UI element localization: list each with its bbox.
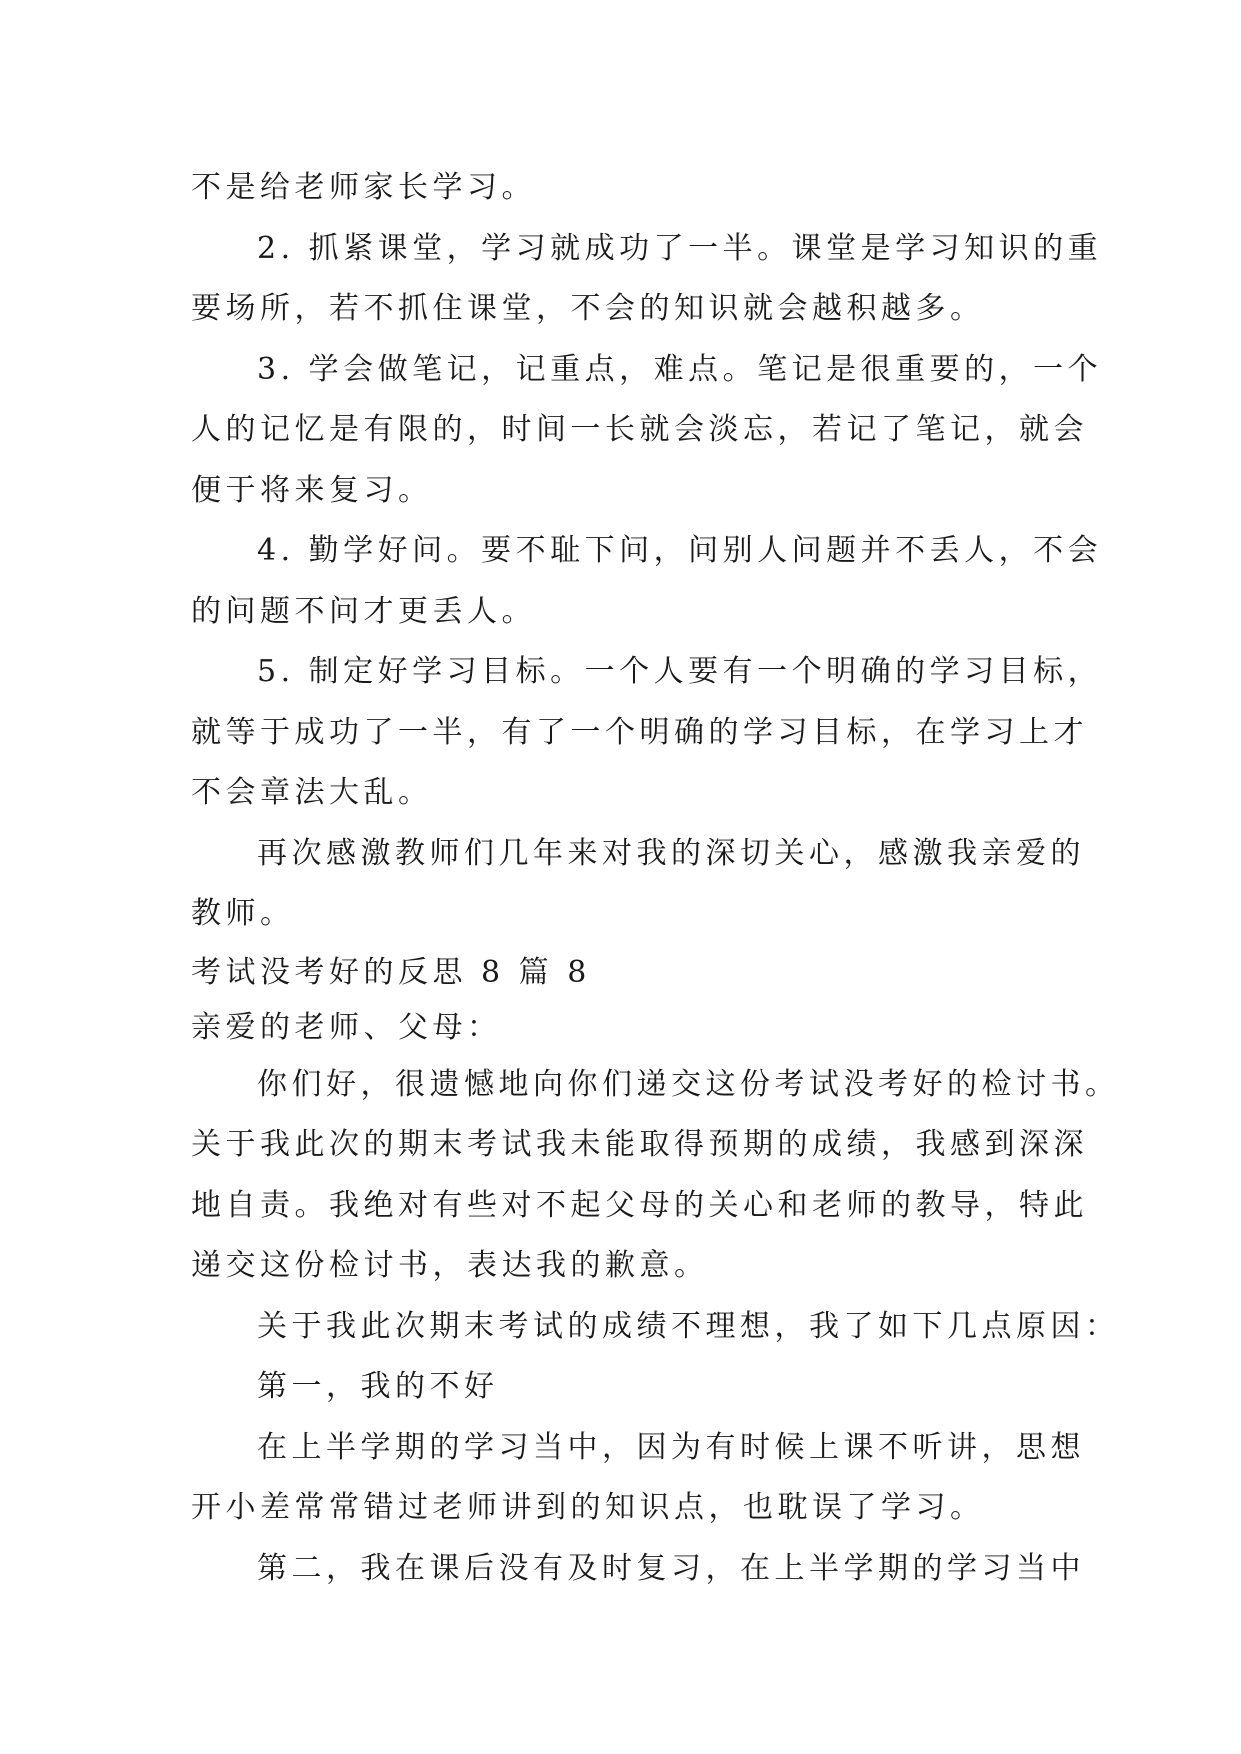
- list-item-2: 2. 抓紧课堂，学习就成功了一半。课堂是学习知识的重: [257, 230, 1103, 266]
- text-line: 不会章法大乱。: [191, 775, 433, 810]
- reason-heading-1: 第一，我的不好: [257, 1369, 499, 1404]
- text-line: 不是给老师家长学习。: [191, 170, 536, 205]
- paragraph-intro: 你们好，很遗憾地向你们递交这份考试没考好的检讨书。: [257, 1066, 1120, 1102]
- text-line: 要场所，若不抓住课堂，不会的知识就会越积越多。: [191, 291, 985, 326]
- text-line: 递交这份检讨书，表达我的歉意。: [191, 1248, 709, 1283]
- paragraph-thanks: 再次感激教师们几年来对我的深切关心，感激我亲爱的: [257, 835, 1085, 871]
- text-line: 便于将来复习。: [191, 472, 433, 508]
- paragraph-reason-1: 在上半学期的学习当中，因为有时候上课不听讲，思想: [257, 1429, 1085, 1465]
- paragraph-reasons: 关于我此次期末考试的成绩不理想，我了如下几点原因：: [257, 1308, 1120, 1344]
- text-line: 关于我此次的期末考试我未能取得预期的成绩，我感到深深: [191, 1127, 1088, 1162]
- list-item-5: 5. 制定好学习目标。一个人要有一个明确的学习目标，: [257, 654, 1103, 689]
- text-line: 地自责。我绝对有些对不起父母的关心和老师的教导，特此: [191, 1187, 1088, 1223]
- section-heading: 考试没考好的反思 8 篇 8: [191, 954, 591, 990]
- list-item-4: 4. 勤学好问。要不耻下问，问别人问题并不丢人，不会: [257, 533, 1103, 568]
- text-line: 开小差常常错过老师讲到的知识点，也耽误了学习。: [191, 1490, 985, 1525]
- text-line: 就等于成功了一半，有了一个明确的学习目标，在学习上才: [191, 714, 1088, 750]
- list-item-3: 3. 学会做笔记，记重点，难点。笔记是很重要的，一个: [257, 351, 1103, 387]
- salutation: 亲爱的老师、父母：: [191, 1009, 502, 1045]
- paragraph-reason-2: 第二，我在课后没有及时复习，在上半学期的学习当中: [257, 1550, 1085, 1586]
- text-line: 人的记忆是有限的，时间一长就会淡忘，若记了笔记，就会: [191, 412, 1088, 447]
- text-line: 的问题不问才更丢人。: [191, 593, 536, 629]
- document-body: [191, 158, 1120, 1599]
- text-line: 教师。: [191, 896, 295, 931]
